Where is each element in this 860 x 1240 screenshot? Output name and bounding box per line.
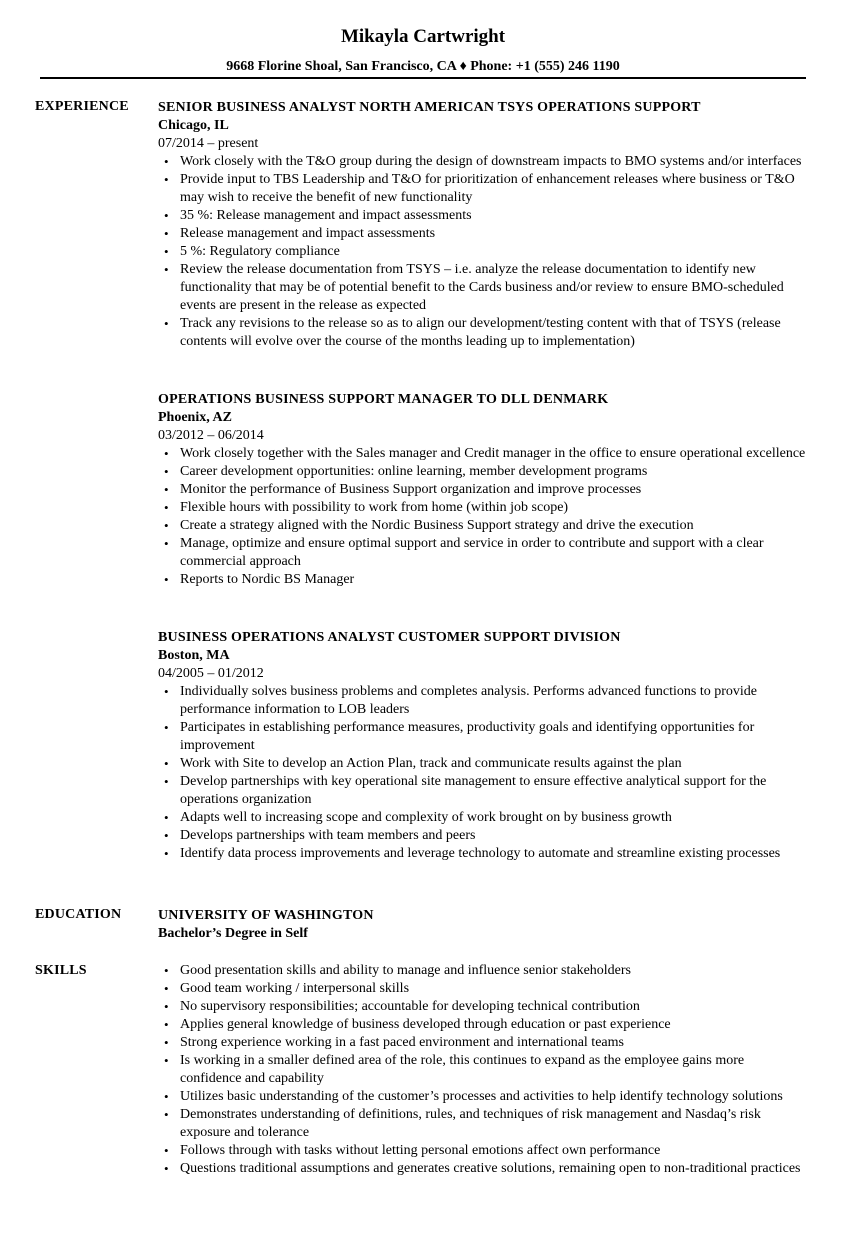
job-bullets — [158, 445, 808, 589]
list-item: • Adapts well to increasing scope and complexity of work brought on by business growth — [158, 809, 808, 827]
job-dates: 03/2012 – 06/2014 — [158, 428, 264, 443]
skills-bullets — [158, 962, 808, 1178]
list-item: • Applies general knowledge of business developed through education or past experience — [158, 1016, 808, 1034]
job-title: BUSINESS OPERATIONS ANALYST CUSTOMER SUPPORT DIVISION — [158, 630, 621, 645]
job-dates: 07/2014 – present — [158, 136, 259, 151]
list-item: • Flexible hours with possibility to work from home (within job scope) — [158, 499, 808, 517]
list-item: • Utilizes basic understanding of the customer’s processes and activities to help identify technology solutions — [158, 1088, 808, 1106]
list-item: • Career development opportunities: online learning, member development programs — [158, 463, 808, 481]
skills-label: SKILLS — [35, 963, 87, 978]
job-location: Boston, MA — [158, 648, 230, 663]
job-bullets — [158, 153, 808, 351]
header-divider — [40, 77, 806, 79]
list-item: • Follows through with tasks without letting personal emotions affect own performance — [158, 1142, 808, 1160]
list-item: • Good team working / interpersonal skills — [158, 980, 808, 998]
list-item: • Monitor the performance of Business Support organization and improve processes — [158, 481, 808, 499]
list-item: • 5 %: Regulatory compliance — [158, 243, 808, 261]
candidate-name: Mikayla Cartwright — [340, 26, 506, 47]
list-item: • Individually solves business problems and completes analysis. Performs advanced functions to provide performance information to LOB leaders — [158, 683, 808, 719]
list-item: • Create a strategy aligned with the Nordic Business Support strategy and drive the execution — [158, 517, 808, 535]
list-item: • Develop partnerships with key operational site management to ensure effective analytical support for the operations organization — [158, 773, 808, 809]
list-item: • Identify data process improvements and leverage technology to automate and streamline existing processes — [158, 845, 808, 863]
skills-entry — [158, 962, 808, 1178]
list-item: • Demonstrates understanding of definitions, rules, and techniques of risk management and Nasdaq’s risk exposure and tolerance — [158, 1106, 808, 1142]
job-1 — [158, 99, 808, 351]
degree: Bachelor’s Degree in Self — [158, 926, 308, 941]
list-item: • Develops partnerships with team members and peers — [158, 827, 808, 845]
education-label: EDUCATION — [35, 907, 122, 922]
experience-label: EXPERIENCE — [35, 99, 129, 114]
list-item: • Reports to Nordic BS Manager — [158, 571, 808, 589]
list-item: • Track any revisions to the release so as to align our development/testing content with that of TSYS (release contents will evolve over the course of the months leading up to implementation) — [158, 315, 808, 351]
job-location: Phoenix, AZ — [158, 410, 232, 425]
list-item: • Questions traditional assumptions and generates creative solutions, remaining open to non-traditional practices — [158, 1160, 808, 1178]
job-title: OPERATIONS BUSINESS SUPPORT MANAGER TO DLL DENMARK — [158, 392, 609, 407]
contact-line: 9668 Florine Shoal, San Francisco, CA ♦ Phone: +1 (555) 246 1190 — [226, 59, 620, 74]
list-item: • Manage, optimize and ensure optimal support and service in order to contribute and support with a clear commercial approach — [158, 535, 808, 571]
list-item: • Release management and impact assessments — [158, 225, 808, 243]
list-item: • Work closely together with the Sales manager and Credit manager in the office to ensure operational excellence — [158, 445, 808, 463]
education-entry — [158, 907, 808, 943]
list-item: • Work with Site to develop an Action Plan, track and communicate results against the plan — [158, 755, 808, 773]
list-item: • Review the release documentation from TSYS – i.e. analyze the release documentation to identify new functionality that may be of potential benefit to the Cards business and/or review to ensure BMO-scheduled events are present in the release as expected — [158, 261, 808, 315]
job-2 — [158, 391, 808, 589]
list-item: • 35 %: Release management and impact assessments — [158, 207, 808, 225]
list-item: • Participates in establishing performance measures, productivity goals and identifying opportunities for improvement — [158, 719, 808, 755]
list-item: • Is working in a smaller defined area of the role, this continues to expand as the employee gains more confidence and capability — [158, 1052, 808, 1088]
job-title: SENIOR BUSINESS ANALYST NORTH AMERICAN TSYS OPERATIONS SUPPORT — [158, 100, 701, 115]
list-item: • Good presentation skills and ability to manage and influence senior stakeholders — [158, 962, 808, 980]
job-dates: 04/2005 – 01/2012 — [158, 666, 264, 681]
job-bullets — [158, 683, 808, 863]
list-item: • Provide input to TBS Leadership and T&O for prioritization of enhancement releases where business or T&O may wish to receive the benefit of new functionality — [158, 171, 808, 207]
job-location: Chicago, IL — [158, 118, 229, 133]
list-item: • No supervisory responsibilities; accountable for developing technical contribution — [158, 998, 808, 1016]
school-name: UNIVERSITY OF WASHINGTON — [158, 908, 374, 923]
list-item: • Work closely with the T&O group during the design of downstream impacts to BMO systems and/or interfaces — [158, 153, 808, 171]
job-3 — [158, 629, 808, 863]
list-item: • Strong experience working in a fast paced environment and international teams — [158, 1034, 808, 1052]
